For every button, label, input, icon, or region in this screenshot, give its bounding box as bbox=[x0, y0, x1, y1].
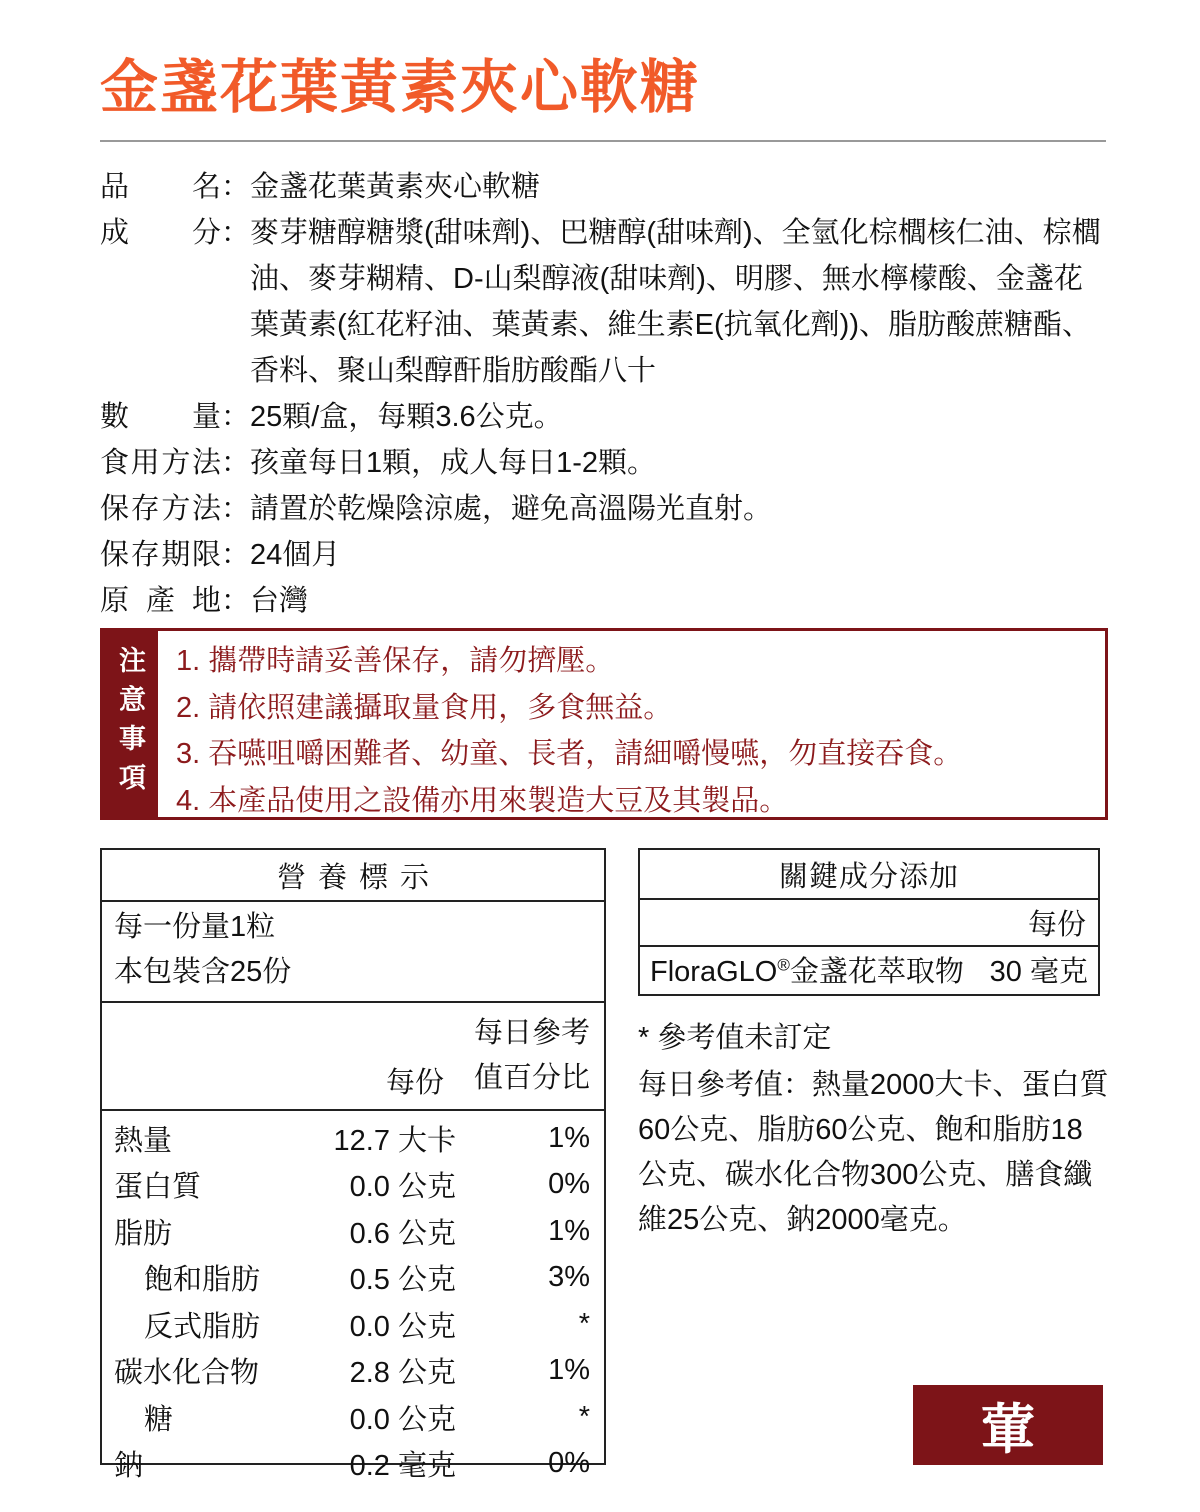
nutrient-name: 熱量 bbox=[114, 1124, 173, 1157]
table-row-saturated-fat bbox=[102, 1255, 604, 1302]
col-header-daily-ref bbox=[474, 1011, 590, 1101]
info-value: 請置於乾燥陰涼處，避免高溫陽光直射。 bbox=[250, 493, 773, 525]
page-title: 金盞花葉黃素夾心軟糖 bbox=[100, 55, 701, 120]
info-value: 金盞花葉黃素夾心軟糖 bbox=[250, 171, 541, 203]
servings-per-pack: 本包裝含25份 bbox=[114, 956, 292, 988]
key-ingredient-value: 30 毫克 bbox=[989, 956, 1088, 988]
info-value: 孩童每日1顆，成人每日1-2顆。 bbox=[250, 447, 657, 479]
info-colon: ： bbox=[221, 585, 251, 617]
info-label: 保存方法 bbox=[100, 493, 221, 525]
info-row-ingredients bbox=[100, 210, 1108, 394]
reference-note-undefined: * 參考值未訂定 bbox=[638, 1022, 832, 1054]
key-ingredients-table bbox=[638, 848, 1100, 996]
info-row-origin bbox=[100, 578, 1108, 624]
table-row-calories bbox=[102, 1115, 604, 1162]
serving-size: 每一份量1粒 bbox=[114, 911, 276, 943]
info-colon: ： bbox=[221, 171, 251, 203]
nutrient-value: 0.6 公克 bbox=[349, 1217, 456, 1250]
info-colon: ： bbox=[221, 401, 251, 433]
nutrient-value: 0.2 毫克 bbox=[349, 1450, 456, 1483]
table-row-trans-fat bbox=[102, 1301, 604, 1348]
table-row-fat bbox=[102, 1208, 604, 1255]
nutrient-name: 糖 bbox=[144, 1403, 174, 1436]
info-value: 24個月 bbox=[250, 539, 341, 571]
nutrient-percent: 0% bbox=[548, 1447, 590, 1480]
nutrient-name: 反式脂肪 bbox=[144, 1310, 261, 1343]
nutrient-percent: 1% bbox=[548, 1121, 590, 1154]
nutrition-rows bbox=[102, 1111, 604, 1487]
nutrition-column-headers bbox=[102, 1003, 604, 1111]
nutrient-value: 0.0 公克 bbox=[349, 1171, 456, 1204]
notice-side-title bbox=[103, 631, 158, 817]
nutrient-value: 0.0 公克 bbox=[349, 1403, 456, 1436]
info-label: 保存期限 bbox=[100, 539, 221, 571]
table-row-carbohydrate bbox=[102, 1348, 604, 1395]
info-value: 台灣 bbox=[250, 585, 309, 617]
reference-daily-values: 每日參考值：熱量2000大卡、蛋白質60公克、脂肪60公克、飽和脂肪18公克、碳水化合物300公克、膳食纖維25公克、鈉2000毫克。 bbox=[638, 1069, 1109, 1236]
nutrient-percent: 3% bbox=[548, 1261, 590, 1294]
registered-mark: ® bbox=[777, 955, 790, 975]
nutrient-name: 碳水化合物 bbox=[114, 1357, 260, 1390]
info-colon: ： bbox=[221, 447, 251, 479]
key-table-title: 關鍵成分添加 bbox=[640, 850, 1098, 900]
table-row-protein bbox=[102, 1162, 604, 1209]
info-row-usage bbox=[100, 440, 1108, 486]
info-row-quantity bbox=[100, 394, 1108, 440]
reference-notes bbox=[638, 1016, 1110, 1243]
notice-box bbox=[100, 628, 1108, 820]
notice-item: 1. 攜帶時請妥善保存，請勿擠壓。 bbox=[176, 645, 615, 677]
nutrient-name: 飽和脂肪 bbox=[144, 1264, 261, 1297]
table-row-sodium bbox=[102, 1441, 604, 1488]
ingredient-name-rest: 金盞花萃取物 bbox=[789, 956, 964, 988]
col-header-daily-ref-line1: 每日參考 bbox=[473, 1017, 590, 1049]
nutrient-name: 鈉 bbox=[114, 1450, 144, 1483]
info-row-storage bbox=[100, 486, 1108, 532]
product-info-list bbox=[100, 164, 1108, 624]
key-ingredient-name bbox=[650, 949, 964, 990]
notice-side-label: 注意事項 bbox=[115, 646, 145, 802]
nutrient-name: 脂肪 bbox=[114, 1217, 173, 1250]
info-label: 食用方法 bbox=[100, 447, 221, 479]
nutrient-value: 2.8 公克 bbox=[349, 1357, 456, 1390]
info-value: 25顆/盒，每顆3.6公克。 bbox=[250, 401, 563, 433]
info-colon: ： bbox=[221, 217, 251, 249]
info-label: 數量 bbox=[100, 401, 221, 433]
nutrition-serving-info bbox=[102, 902, 604, 1003]
notice-item: 2. 請依照建議攝取量食用，多食無益。 bbox=[176, 691, 673, 724]
nutrient-percent: * bbox=[578, 1400, 590, 1433]
info-value: 麥芽糖醇糖漿(甜味劑)、巴糖醇(甜味劑)、全氫化棕櫚核仁油、棕櫚油、麥芽糊精、D-山梨醇液(甜味劑)、明膠、無水檸檬酸、金盞花葉黃素(紅花籽油、葉黃素、維生素E(抗氧化劑))、脂肪酸蔗糖酯、香料、聚山梨醇酐脂肪酸酯八十 bbox=[250, 217, 1101, 387]
nutrient-value: 12.7 大卡 bbox=[333, 1124, 456, 1157]
nutrient-value: 0.5 公克 bbox=[349, 1264, 456, 1297]
nutrient-percent: 0% bbox=[548, 1168, 590, 1201]
nutrient-percent: * bbox=[578, 1307, 590, 1340]
title-divider bbox=[100, 140, 1106, 142]
info-label: 原產地 bbox=[100, 585, 221, 617]
nutrient-percent: 1% bbox=[548, 1214, 590, 1247]
info-label: 品名 bbox=[100, 171, 221, 203]
table-row-floraglo bbox=[640, 947, 1098, 992]
info-colon: ： bbox=[221, 493, 251, 525]
nutrient-name: 蛋白質 bbox=[114, 1171, 202, 1204]
notice-item: 4. 本產品使用之設備亦用來製造大豆及其製品。 bbox=[176, 784, 789, 817]
key-table-col-header: 每份 bbox=[640, 900, 1098, 947]
col-header-per-serving: 每份 bbox=[385, 1067, 444, 1099]
info-label: 成分 bbox=[100, 217, 221, 249]
table-row-sugar bbox=[102, 1394, 604, 1441]
notice-list bbox=[158, 631, 1105, 817]
meat-diet-badge: 葷 bbox=[913, 1385, 1103, 1465]
nutrient-value: 0.0 公克 bbox=[349, 1310, 456, 1343]
nutrition-table-title: 營養標示 bbox=[102, 850, 604, 902]
info-colon: ： bbox=[221, 539, 251, 571]
brand-name: FloraGLO bbox=[650, 956, 778, 988]
col-header-daily-ref-line2: 值百分比 bbox=[473, 1062, 590, 1094]
notice-item: 3. 吞嚥咀嚼困難者、幼童、長者，請細嚼慢嚥，勿直接吞食。 bbox=[176, 738, 963, 770]
info-row-shelf-life bbox=[100, 532, 1108, 578]
info-row-product-name bbox=[100, 164, 1108, 210]
nutrition-facts-table bbox=[100, 848, 606, 1483]
nutrient-percent: 1% bbox=[548, 1354, 590, 1387]
